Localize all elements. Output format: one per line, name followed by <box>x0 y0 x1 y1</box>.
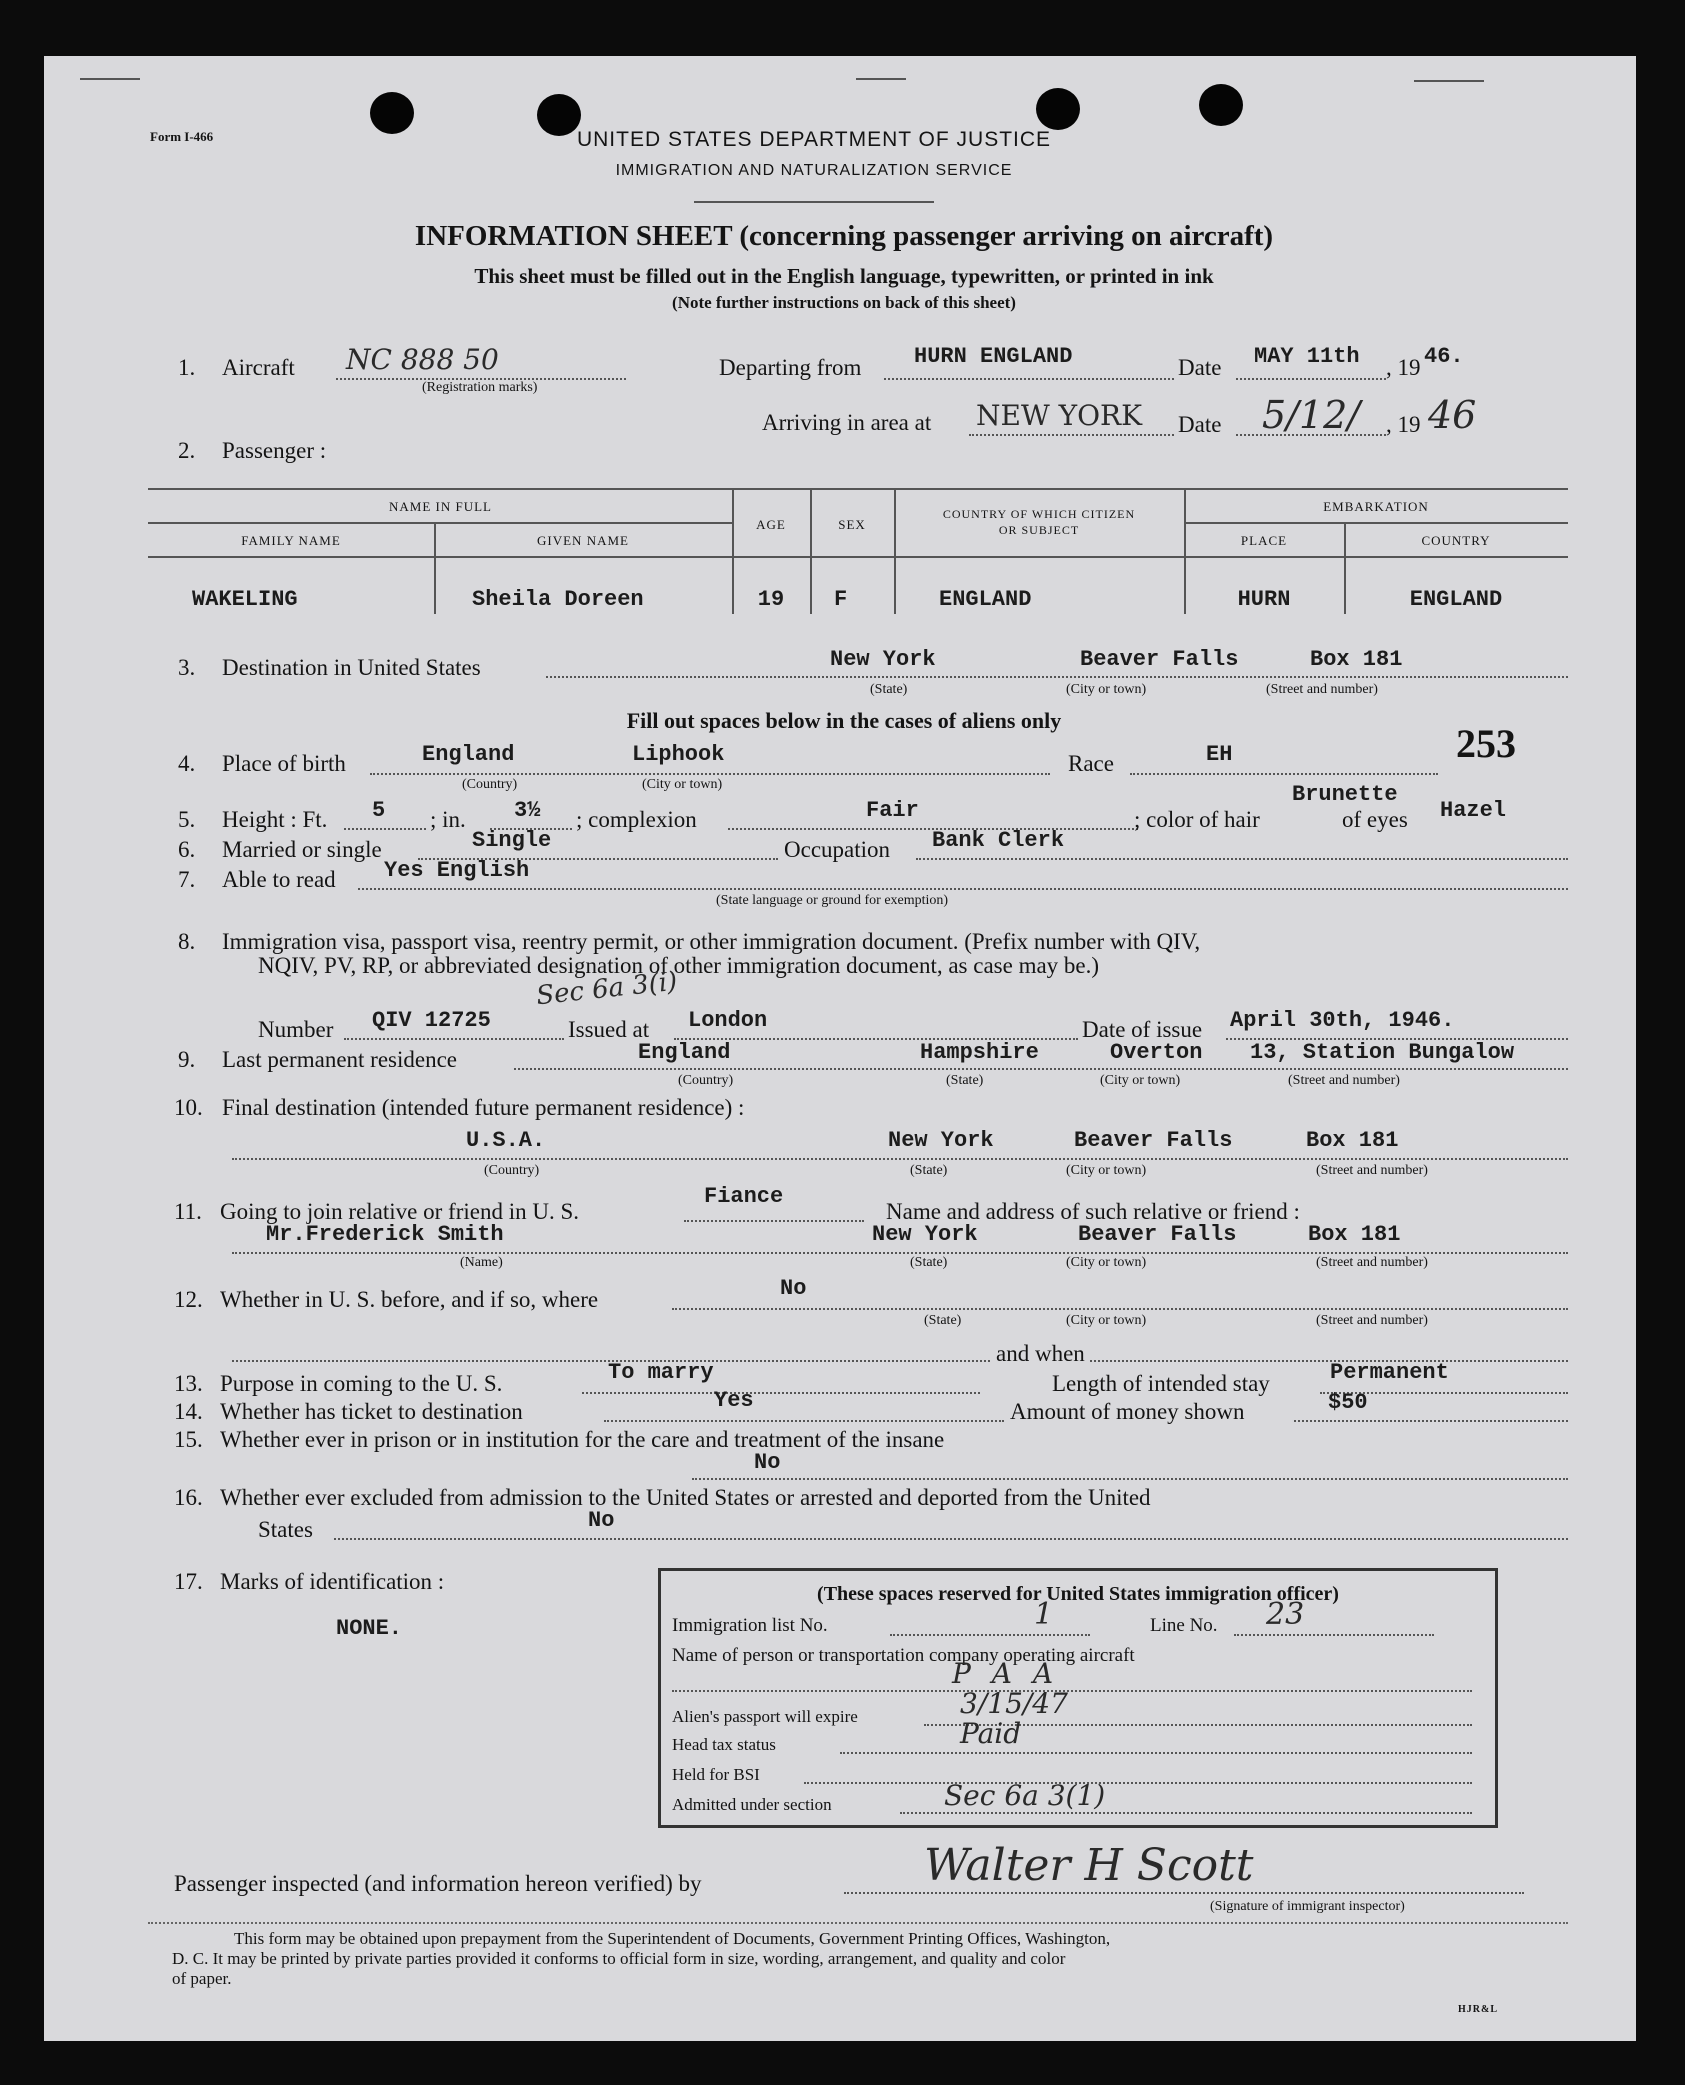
list-label: Immigration list No. <box>672 1615 828 1636</box>
table-rule <box>810 488 812 614</box>
field-line <box>334 1538 1568 1540</box>
marks-label: Marks of identification : <box>220 1569 445 1594</box>
country-caption: (Country) <box>484 1163 540 1178</box>
punch-hole <box>370 92 414 134</box>
complexion-value: Fair <box>866 798 919 823</box>
punch-hole <box>1036 88 1080 130</box>
excluded-label: Whether ever excluded from admission to the United States or arrested and deported from the United <box>220 1485 1151 1510</box>
family-name-header: FAMILY NAME <box>241 533 341 548</box>
city-caption: (City or town) <box>1066 682 1147 697</box>
footer-line-1: This form may be obtained upon prepayment from the Superintendent of Documents, Government Printing Offices, Washington, <box>234 1929 1111 1948</box>
officer-box-title: (These spaces reserved for United States immigration officer) <box>817 1583 1339 1605</box>
married-label: Married or single <box>222 837 382 862</box>
family-name-value: WAKELING <box>192 587 298 612</box>
field-line <box>344 1038 564 1040</box>
field-line <box>1236 378 1386 380</box>
field-line <box>969 434 1174 436</box>
field-line <box>232 1252 1568 1254</box>
signature-caption: (Signature of immigrant inspector) <box>1210 1899 1405 1914</box>
item-number: 4. <box>178 751 196 776</box>
tax-value: Paid <box>960 1717 1022 1750</box>
item-number: 5. <box>178 807 196 832</box>
complexion-label: ; complexion <box>576 807 697 832</box>
field-line <box>692 1478 1568 1480</box>
birth-country-value: England <box>422 742 515 767</box>
aliens-only-heading: Fill out spaces below in the cases of aliens only <box>626 708 1062 733</box>
field-line <box>1294 1420 1568 1422</box>
embark-country-value: ENGLAND <box>1409 587 1503 612</box>
table-rule <box>894 488 896 614</box>
id-marks-value: NONE. <box>336 1616 403 1641</box>
occupation-value: Bank Clerk <box>932 828 1065 853</box>
country-caption: (Country) <box>678 1073 734 1088</box>
date-label: Date <box>1178 355 1222 380</box>
given-name-header: GIVEN NAME <box>537 533 629 548</box>
country-header: COUNTRY <box>1421 533 1491 548</box>
field-line <box>514 1068 1568 1070</box>
friend-name-value: Mr.Frederick Smith <box>266 1222 504 1247</box>
money-label: Amount of money shown <box>1010 1399 1245 1424</box>
field-line <box>684 1220 864 1222</box>
edge-mark <box>1414 80 1484 82</box>
visa-annotation: Sec 6a 3(i) <box>534 966 679 1012</box>
item-number: 1. <box>178 355 196 380</box>
dest-state-value: New York <box>830 647 936 672</box>
given-name-value: Sheila Doreen <box>472 587 644 612</box>
visa-instructions-2: NQIV, PV, RP, or abbreviated designation of other immigration document, as case may be.) <box>258 953 1100 978</box>
year-prefix: , 19 <box>1386 412 1421 437</box>
depart-date-value: MAY 11th <box>1254 344 1360 369</box>
final-state-value: New York <box>888 1128 994 1153</box>
year-prefix: , 19 <box>1386 355 1421 380</box>
arrive-date-value: 5/12/ <box>1262 393 1361 437</box>
table-rule <box>148 556 1568 558</box>
height-in-value: 3½ <box>514 798 541 823</box>
item-number: 15. <box>174 1427 203 1452</box>
field-line <box>546 676 1568 678</box>
final-country-value: U.S.A. <box>466 1128 546 1153</box>
company-label: Name of person or transportation company operating aircraft <box>672 1645 1135 1666</box>
field-line <box>1234 1634 1434 1636</box>
field-line <box>672 1690 1472 1692</box>
item-number: 11. <box>174 1199 202 1224</box>
department-title: UNITED STATES DEPARTMENT OF JUSTICE <box>576 128 1052 151</box>
read-value: Yes English <box>384 858 530 883</box>
item-number: 6. <box>178 837 196 862</box>
table-rule <box>148 522 733 524</box>
marital-value: Single <box>472 828 552 853</box>
form-page <box>44 56 1636 2041</box>
item-number: 12. <box>174 1287 203 1312</box>
field-line <box>344 828 426 830</box>
destination-label: Destination in United States <box>222 655 481 680</box>
field-line <box>844 1892 1524 1894</box>
passport-value: 3/15/47 <box>960 1687 1068 1720</box>
field-line <box>900 1812 1472 1814</box>
footer-line-3: of paper. <box>172 1969 232 1988</box>
final-city-value: Beaver Falls <box>1074 1128 1233 1153</box>
state-caption: (State) <box>910 1255 948 1270</box>
citizen-header-2: OR SUBJECT <box>998 523 1080 537</box>
eyes-label: of eyes <box>1342 807 1408 832</box>
states-label: States <box>258 1517 313 1542</box>
issued-at-label: Issued at <box>568 1017 650 1042</box>
field-line <box>358 888 1568 890</box>
edge-mark <box>856 78 906 80</box>
age-header: AGE <box>756 517 786 532</box>
printer-mark: HJR&L <box>1458 2004 1498 2015</box>
field-line <box>672 1308 1568 1310</box>
going-join-label: Going to join relative or friend in U. S. <box>220 1199 579 1224</box>
last-res-label: Last permanent residence <box>222 1047 457 1072</box>
inches-label: ; in. <box>430 807 466 832</box>
read-label: Able to read <box>222 867 336 892</box>
field-line <box>840 1752 1472 1754</box>
inspector-signature: Walter H Scott <box>924 1840 1254 1891</box>
citizen-value: ENGLAND <box>939 587 1032 612</box>
citizen-header: COUNTRY OF WHICH CITIZEN <box>942 507 1136 521</box>
occupation-label: Occupation <box>784 837 891 862</box>
item-number: 3. <box>178 655 196 680</box>
item-number: 17. <box>174 1569 203 1594</box>
street-caption: (Street and number) <box>1266 682 1378 697</box>
and-when-label: and when <box>996 1341 1085 1366</box>
excluded-value: No <box>588 1508 615 1533</box>
line-value: 23 <box>1266 1597 1305 1632</box>
embark-place-value: HURN <box>1237 587 1291 612</box>
street-caption: (Street and number) <box>1316 1163 1428 1178</box>
departing-label: Departing from <box>719 355 862 380</box>
visa-number-value: QIV 12725 <box>372 1008 491 1033</box>
eyes-value: Hazel <box>1440 798 1507 823</box>
arriving-value: NEW YORK <box>976 399 1143 432</box>
sex-header: SEX <box>838 517 866 532</box>
embarkation-header: EMBARKATION <box>1323 499 1429 514</box>
read-caption: (State language or ground for exemption) <box>716 893 949 908</box>
street-caption: (Street and number) <box>1316 1255 1428 1270</box>
state-caption: (State) <box>910 1163 948 1178</box>
page-subtitle: This sheet must be filled out in the English language, typewritten, or printed in ink <box>474 264 1214 288</box>
field-line <box>370 773 1050 775</box>
age-value: 19 <box>757 587 785 612</box>
country-caption: (Country) <box>462 777 518 792</box>
departing-value: HURN ENGLAND <box>914 344 1073 369</box>
list-value: 1 <box>1034 1597 1054 1632</box>
street-caption: (Street and number) <box>1288 1073 1400 1088</box>
company-value: P A A <box>952 1657 1060 1690</box>
table-rule <box>1184 522 1568 524</box>
state-caption: (State) <box>870 682 908 697</box>
state-caption: (State) <box>924 1313 962 1328</box>
arrive-year-value: 46 <box>1428 393 1477 437</box>
res-street-value: 13, Station Bungalow <box>1250 1040 1515 1065</box>
res-city-value: Overton <box>1110 1040 1203 1065</box>
visa-instructions: Immigration visa, passport visa, reentry permit, or other immigration document. (Prefix number with QIV, <box>222 929 1201 954</box>
city-caption: (City or town) <box>642 777 723 792</box>
edge-mark <box>80 78 140 80</box>
race-label: Race <box>1068 751 1114 776</box>
race-value: EH <box>1206 742 1233 767</box>
height-ft-value: 5 <box>372 798 386 823</box>
name-caption: (Name) <box>460 1255 503 1270</box>
purpose-label: Purpose in coming to the U. S. <box>220 1371 503 1396</box>
street-caption: (Street and number) <box>1316 1313 1428 1328</box>
prison-value: No <box>754 1450 781 1475</box>
aircraft-value: NC 888 50 <box>346 343 499 376</box>
page-note: (Note further instructions on back of this sheet) <box>672 293 1016 312</box>
service-title: IMMIGRATION AND NATURALIZATION SERVICE <box>615 162 1013 179</box>
res-country-value: England <box>638 1040 731 1065</box>
birth-city-value: Liphook <box>632 742 725 767</box>
item-number: 14. <box>174 1399 203 1424</box>
in-us-before-value: No <box>780 1276 807 1301</box>
city-caption: (City or town) <box>1066 1313 1147 1328</box>
friend-street-value: Box 181 <box>1308 1222 1401 1247</box>
city-caption: (City or town) <box>1066 1255 1147 1270</box>
field-line <box>804 1782 1472 1784</box>
stay-value: Permanent <box>1330 1360 1449 1385</box>
money-value: $50 <box>1328 1390 1368 1415</box>
dest-street-value: Box 181 <box>1310 647 1403 672</box>
sex-value: F <box>834 587 848 612</box>
city-caption: (City or town) <box>1100 1073 1181 1088</box>
item-number: 9. <box>178 1047 196 1072</box>
height-label: Height : Ft. <box>222 807 328 832</box>
page-title: INFORMATION SHEET (concerning passenger arriving on aircraft) <box>414 220 1274 252</box>
hair-value: Brunette <box>1292 782 1398 807</box>
passenger-label: Passenger : <box>222 438 327 463</box>
item-number: 16. <box>174 1485 203 1510</box>
field-line <box>1130 773 1438 775</box>
name-in-full-header: NAME IN FULL <box>389 499 492 514</box>
item-number: 10. <box>174 1095 203 1120</box>
field-line <box>604 1420 1004 1422</box>
field-line <box>884 378 1174 380</box>
depart-year-value: 46. <box>1424 344 1464 369</box>
field-line <box>582 1392 980 1394</box>
arriving-label: Arriving in area at <box>762 410 932 435</box>
city-caption: (City or town) <box>1066 1163 1147 1178</box>
punch-hole <box>1199 84 1243 126</box>
res-state-value: Hampshire <box>920 1040 1039 1065</box>
place-header: PLACE <box>1240 533 1288 548</box>
in-us-before-label: Whether in U. S. before, and if so, where <box>220 1287 599 1312</box>
purpose-value: To marry <box>608 1360 714 1385</box>
field-line <box>1090 1360 1568 1362</box>
passport-label: Alien's passport will expire <box>672 1707 858 1726</box>
form-id: Form I-466 <box>150 129 214 144</box>
hair-label: ; color of hair <box>1134 807 1260 832</box>
file-number: 253 <box>1456 721 1516 766</box>
issue-date-value: April 30th, 1946. <box>1230 1008 1455 1033</box>
item-number: 2. <box>178 438 196 463</box>
ticket-label: Whether has ticket to destination <box>220 1399 523 1424</box>
state-caption: (State) <box>946 1073 984 1088</box>
section-label: Admitted under section <box>672 1795 832 1814</box>
tax-label: Head tax status <box>672 1735 776 1754</box>
final-street-value: Box 181 <box>1306 1128 1399 1153</box>
birth-label: Place of birth <box>222 751 346 776</box>
header-rule <box>694 201 934 203</box>
field-line <box>916 858 1568 860</box>
dest-city-value: Beaver Falls <box>1080 647 1239 672</box>
date-label: Date <box>1178 412 1222 437</box>
inspected-by-label: Passenger inspected (and information hereon verified) by <box>174 1871 702 1896</box>
item-number: 13. <box>174 1371 203 1396</box>
prison-label: Whether ever in prison or in institution for the care and treatment of the insane <box>220 1427 945 1452</box>
footer-rule <box>148 1922 1568 1924</box>
line-label: Line No. <box>1150 1615 1218 1636</box>
length-stay-label: Length of intended stay <box>1052 1371 1270 1396</box>
final-dest-label: Final destination (intended future permanent residence) : <box>222 1095 745 1120</box>
footer-line-2: D. C. It may be printed by private parties provided it conforms to official form in size, wording, arrangement, and quality and color <box>172 1949 1066 1968</box>
friend-state-value: New York <box>872 1222 978 1247</box>
number-label: Number <box>258 1017 334 1042</box>
ticket-value: Yes <box>714 1388 754 1413</box>
item-number: 8. <box>178 929 196 954</box>
field-line <box>232 1158 1568 1160</box>
friend-city-value: Beaver Falls <box>1078 1222 1237 1247</box>
item-number: 7. <box>178 867 196 892</box>
relation-value: Fiance <box>704 1184 784 1209</box>
name-address-label: Name and address of such relative or friend : <box>886 1199 1300 1224</box>
reg-marks-caption: (Registration marks) <box>422 380 538 395</box>
aircraft-label: Aircraft <box>222 355 295 380</box>
date-issue-label: Date of issue <box>1082 1017 1203 1042</box>
issued-at-value: London <box>688 1008 768 1033</box>
field-line <box>890 1634 1090 1636</box>
bsi-label: Held for BSI <box>672 1765 760 1784</box>
table-rule <box>148 488 1568 490</box>
section-value: Sec 6a 3(1) <box>944 1779 1106 1812</box>
